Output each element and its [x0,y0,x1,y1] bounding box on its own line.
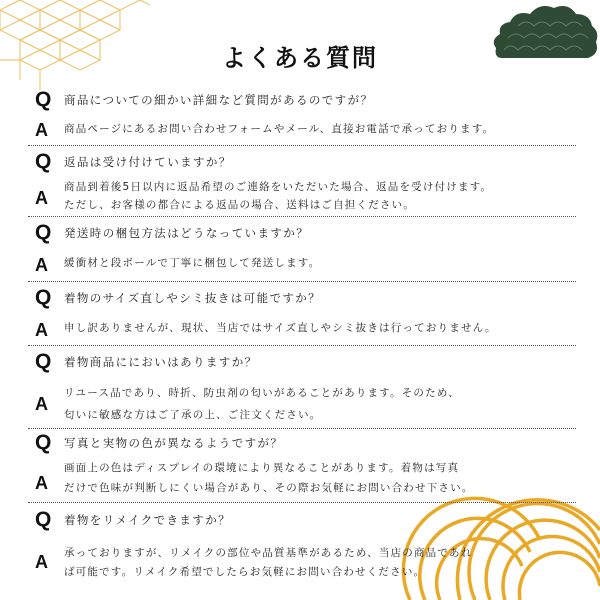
answer-text: ただし、お客様の都合による返品の場合、送料はご自担ください。 [64,199,415,211]
answer-text: ば可能です。リメイク希望でしたらお気軽にお問い合わせください。 [64,566,426,578]
faq-divider [28,428,576,429]
question-marker: Q [35,350,52,373]
answer-text: 商品到着後5日以内に返品希望のご連絡をいただいた場合、返品を受け付けます。 [64,181,493,193]
question-text: 着物をリメイクできますか？ [64,513,232,527]
faq-divider [28,216,576,217]
answer-marker: A [35,120,48,140]
answer-text: 画面上の色はディスプレイの環境により異なることがあります。着物は写真 [64,462,460,474]
faq-divider [28,345,576,346]
answer-marker: A [35,552,48,572]
question-text: 発送時の梱包方法はどうなっていますか？ [64,226,310,240]
answer-marker: A [35,394,48,414]
answer-text: だけで色味が判断しにくい場合があり、その際お気軽にお問い合わせ下さい。 [64,482,474,494]
faq-divider [28,502,576,503]
question-text: 着物商品ににおいはありますか？ [64,355,258,369]
question-marker: Q [35,88,52,111]
answer-text: リユース品であり、時折、防虫剤の匂いがあることがあります。そのため、 [64,387,460,399]
question-text: 返品は受け付けていますか？ [64,155,232,169]
answer-text: 匂いに敏感な方はご了承の上、ご注文ください。 [64,409,322,421]
question-marker: Q [35,221,52,244]
faq-divider [28,145,576,146]
question-marker: Q [35,150,52,173]
question-text: 商品についての細かい詳細など質問があるのですが？ [64,93,374,107]
faq-divider [28,281,576,282]
question-marker: Q [35,508,52,531]
answer-text: 承っておりますが、リメイクの部位や品質基準があるため、当店の商品であれ [64,547,473,559]
question-marker: Q [35,431,52,454]
answer-text: 緩衝材と段ボールで丁寧に梱包して発送します。 [64,257,321,269]
question-text: 写真と実物の色が異なるようですが？ [64,436,284,450]
question-text: 着物のサイズ直しやシミ抜きは可能ですか？ [64,291,322,305]
page-title: よくある質問 [222,44,378,72]
question-marker: Q [35,286,52,309]
answer-marker: A [35,255,48,275]
answer-marker: A [35,188,48,208]
answer-marker: A [35,473,48,493]
answer-text: 申し訳ありませんが、現状、当店ではサイズ直しやシミ抜きは行っておりません。 [64,322,497,334]
answer-marker: A [35,320,48,340]
answer-text: 商品ページにあるお問い合わせフォームやメール、直接お電話で承っております。 [64,123,495,135]
